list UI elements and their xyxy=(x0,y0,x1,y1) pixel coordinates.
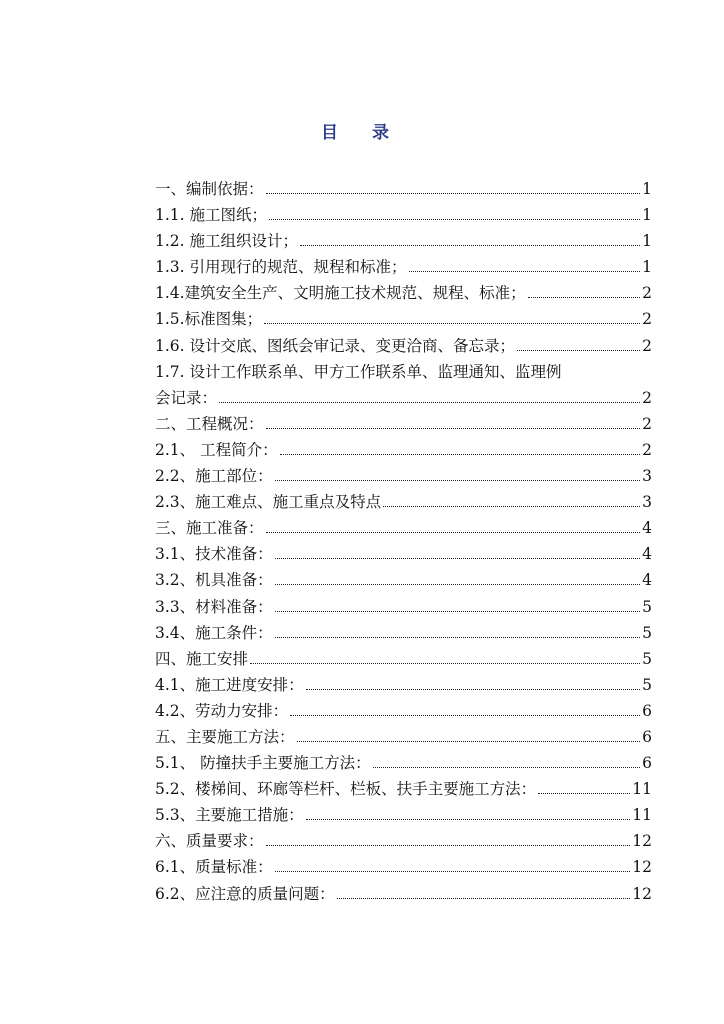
toc-entry[interactable] xyxy=(155,306,652,332)
dot-leader xyxy=(275,480,640,481)
toc-entry-page-number: 12 xyxy=(632,884,652,903)
toc-entry-page-number: 6 xyxy=(642,754,652,773)
toc-entry[interactable] xyxy=(155,541,652,567)
toc-entry-label: 4.1、施工进度安排： xyxy=(155,675,304,694)
toc-entry-label: 3.2、机具准备： xyxy=(155,571,273,590)
dot-leader xyxy=(266,193,641,194)
dot-leader xyxy=(528,297,641,298)
toc-entry-page-number: 11 xyxy=(632,806,652,825)
toc-entry-page-number: 2 xyxy=(642,388,652,407)
toc-entry[interactable] xyxy=(155,828,652,854)
toc-entry[interactable] xyxy=(155,881,652,907)
toc-entry-label: 五、主要施工方法： xyxy=(155,727,295,746)
toc-entry-label: 3.3、材料准备： xyxy=(155,597,273,616)
toc-entry[interactable] xyxy=(155,594,652,620)
toc-entry[interactable] xyxy=(155,854,652,880)
toc-entry-label: 2.2、施工部位： xyxy=(155,467,273,486)
dot-leader xyxy=(275,611,640,612)
toc-entry[interactable] xyxy=(155,280,652,306)
toc-entry-label: 1.6. 设计交底、图纸会审记录、变更洽商、备忘录； xyxy=(155,336,516,355)
dot-leader xyxy=(297,741,641,742)
dot-leader xyxy=(280,454,641,455)
toc-entry-label: 1.3. 引用现行的规范、规程和标准； xyxy=(155,258,407,277)
dot-leader xyxy=(306,689,640,690)
toc-entry-label: 1.2. 施工组织设计； xyxy=(155,232,299,251)
toc-entry-label: 1.4.建筑安全生产、文明施工技术规范、规程、标准； xyxy=(155,284,526,303)
toc-entry[interactable] xyxy=(155,515,652,541)
dot-leader xyxy=(269,219,640,220)
toc-entry-page-number: 2 xyxy=(642,336,652,355)
toc-entry[interactable] xyxy=(155,750,652,776)
dot-leader xyxy=(275,584,640,585)
toc-entry-page-number: 12 xyxy=(632,832,652,851)
dot-leader xyxy=(266,428,641,429)
toc-title: 目 录 xyxy=(321,123,403,143)
dot-leader xyxy=(538,793,630,794)
toc-entry-page-number: 3 xyxy=(642,467,652,486)
toc-entry-label: 二、工程概况： xyxy=(155,414,264,433)
toc-entry-label: 5.1、 防撞扶手主要施工方法： xyxy=(155,754,371,773)
toc-entry[interactable] xyxy=(155,567,652,593)
toc-entry-page-number: 5 xyxy=(642,675,652,694)
toc-entry-page-number: 4 xyxy=(642,545,652,564)
dot-leader xyxy=(275,871,631,872)
dot-leader xyxy=(373,767,641,768)
toc-entry-page-number: 12 xyxy=(632,858,652,877)
toc-entry-label: 5.3、主要施工措施： xyxy=(155,806,304,825)
toc-entry-page-number: 5 xyxy=(642,597,652,616)
dot-leader xyxy=(275,558,640,559)
dot-leader xyxy=(275,637,640,638)
dot-leader xyxy=(337,898,631,899)
toc-entry-page-number: 1 xyxy=(642,206,652,225)
toc-entry-label: 6.2、应注意的质量问题： xyxy=(155,884,335,903)
toc-entry-page-number: 11 xyxy=(632,780,652,799)
dot-leader xyxy=(264,323,640,324)
toc-entry-label: 6.1、质量标准： xyxy=(155,858,273,877)
toc-entry[interactable] xyxy=(155,489,652,515)
toc-entry-label: 一、编制依据： xyxy=(155,180,264,198)
dot-leader xyxy=(409,271,641,272)
toc-entry[interactable] xyxy=(155,776,652,802)
toc-entry-page-number: 1 xyxy=(642,180,652,198)
toc-entry[interactable] xyxy=(155,672,652,698)
toc-entry[interactable] xyxy=(155,411,652,437)
toc-entry-page-number: 2 xyxy=(642,284,652,303)
toc-entry[interactable] xyxy=(155,646,652,672)
toc-entry-label: 四、施工安排 xyxy=(155,649,249,668)
toc-entry-label: 4.2、劳动力安排： xyxy=(155,701,289,720)
toc-entry[interactable] xyxy=(155,385,652,411)
dot-leader xyxy=(383,506,640,507)
table-of-contents xyxy=(155,176,652,907)
toc-entry-page-number: 6 xyxy=(642,701,652,720)
dot-leader xyxy=(250,663,640,664)
toc-entry-label: 3.4、施工条件： xyxy=(155,623,273,642)
dot-leader xyxy=(517,350,640,351)
toc-entry-page-number: 2 xyxy=(642,440,652,459)
toc-entry-label: 会记录： xyxy=(155,388,218,407)
toc-entry-page-number: 3 xyxy=(642,493,652,512)
toc-entry-label: 2.1、 工程简介： xyxy=(155,440,278,459)
toc-entry[interactable] xyxy=(155,698,652,724)
toc-entry-page-number: 5 xyxy=(642,623,652,642)
toc-entry-page-number: 4 xyxy=(642,519,652,538)
toc-entry-page-number: 6 xyxy=(642,727,652,746)
toc-entry[interactable] xyxy=(155,724,652,750)
dot-leader xyxy=(266,845,631,846)
toc-entry[interactable] xyxy=(155,802,652,828)
dot-leader xyxy=(306,819,631,820)
toc-entry-label: 三、施工准备： xyxy=(155,519,264,538)
dot-leader xyxy=(219,402,640,403)
toc-entry[interactable] xyxy=(155,333,652,359)
toc-entry-label: 3.1、技术准备： xyxy=(155,545,273,564)
toc-entry-label: 六、质量要求： xyxy=(155,832,264,851)
toc-entry-page-number: 2 xyxy=(642,414,652,433)
toc-entry-label: 1.1. 施工图纸； xyxy=(155,206,268,225)
toc-entry-label: 5.2、楼梯间、环廊等栏杆、栏板、扶手主要施工方法： xyxy=(155,780,537,799)
toc-entry[interactable] xyxy=(155,228,652,254)
toc-entry-label: 1.5.标准图集； xyxy=(155,310,263,329)
toc-entry-line xyxy=(155,359,652,385)
dot-leader xyxy=(266,532,641,533)
toc-entry-page-number: 2 xyxy=(642,310,652,329)
toc-entry-page-number: 4 xyxy=(642,571,652,590)
dot-leader xyxy=(300,245,640,246)
toc-entry-label: 1.7. 设计工作联系单、甲方工作联系单、监理通知、监理例 xyxy=(155,362,562,381)
toc-entry-page-number: 1 xyxy=(642,232,652,251)
toc-entry-label: 2.3、施工难点、施工重点及特点 xyxy=(155,493,382,512)
toc-entry-page-number: 5 xyxy=(642,649,652,668)
toc-entry[interactable] xyxy=(155,463,652,489)
toc-entry-page-number: 1 xyxy=(642,258,652,277)
toc-entry[interactable] xyxy=(155,176,652,202)
dot-leader xyxy=(290,715,640,716)
toc-entry[interactable] xyxy=(155,202,652,228)
toc-entry[interactable] xyxy=(155,437,652,463)
toc-entry[interactable] xyxy=(155,254,652,280)
toc-entry[interactable] xyxy=(155,620,652,646)
